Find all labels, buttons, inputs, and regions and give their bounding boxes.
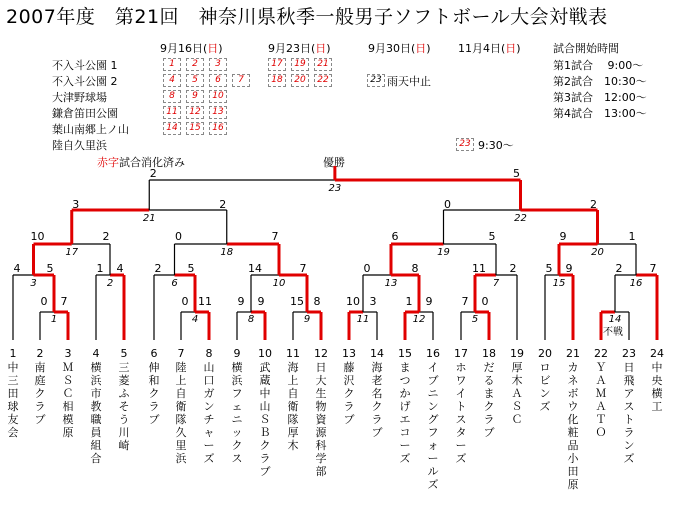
game-box: 23	[367, 74, 385, 87]
team-name: ロビンズ	[539, 361, 551, 413]
game-box: 13	[209, 106, 227, 119]
score: 3	[72, 198, 80, 211]
score: 8	[313, 295, 321, 308]
game-box: 8	[163, 90, 181, 103]
team-name: まつかげエコーズ	[399, 361, 411, 465]
team-10	[258, 347, 272, 478]
team-name: 日大生物資源科学部	[315, 361, 327, 478]
score: 2	[154, 262, 162, 275]
team-number: 14	[370, 347, 384, 360]
team-20	[538, 347, 552, 413]
game-number: 12	[412, 314, 426, 325]
score: 14	[248, 262, 262, 275]
score: 0	[481, 295, 489, 308]
team-12	[314, 347, 328, 478]
team-number: 17	[454, 347, 468, 360]
team-6	[147, 347, 161, 426]
game-number: 8	[247, 314, 255, 325]
score: 1	[96, 262, 104, 275]
team-name: 厚木ＡＳＣ	[511, 361, 523, 426]
team-name: 海上自衛隊厚木	[287, 361, 299, 452]
score: 7	[299, 262, 307, 275]
game-number: 17	[65, 247, 79, 258]
game-number: 7	[492, 278, 500, 289]
score: 0	[175, 230, 182, 243]
score: 0	[363, 262, 371, 275]
team-18	[482, 347, 496, 439]
score: 2	[149, 167, 157, 180]
team-23	[622, 347, 636, 465]
score: 2	[590, 198, 597, 211]
team-name: カネボウ化粧品小田原	[567, 361, 579, 491]
team-4	[89, 347, 103, 465]
date-header-2: 9月23日(日)	[268, 42, 331, 55]
team-3	[61, 347, 75, 439]
team-number: 23	[622, 347, 636, 360]
score: 9	[425, 295, 433, 308]
score: 0	[444, 198, 451, 211]
score: 2	[615, 262, 623, 275]
game-number: 18	[220, 247, 234, 258]
team-11	[286, 347, 300, 452]
venue-2: 不入斗公園 2	[52, 75, 118, 88]
team-number: 15	[398, 347, 412, 360]
game-box: 16	[209, 122, 227, 135]
team-name: 陸上自衛隊久里浜	[175, 361, 187, 465]
game-number: 15	[552, 278, 566, 289]
rain-note: 雨天中止	[387, 75, 431, 88]
game-box: 4	[163, 74, 181, 87]
page-title: 2007年度 第21回 神奈川県秋季一般男子ソフトボール大会対戦表	[6, 6, 608, 28]
game-box: 19	[291, 58, 309, 71]
team-number: 3	[64, 347, 72, 360]
team-number: 10	[258, 347, 272, 360]
game-number: 21	[142, 213, 156, 224]
date-header-4: 11月4日(日)	[458, 42, 521, 55]
bye-note: 不戦	[603, 327, 623, 338]
team-name: 日飛アストランズ	[623, 361, 635, 465]
team-19	[510, 347, 524, 426]
score: 0	[181, 295, 189, 308]
team-name: 武蔵中山ＳＢクラブ	[259, 361, 271, 478]
game-box: 15	[186, 122, 204, 135]
champion-label: 優勝	[323, 156, 345, 169]
team-name: 中三田球友会	[7, 361, 19, 439]
game-box: 9	[186, 90, 204, 103]
score: 9	[565, 262, 573, 275]
team-number: 2	[36, 347, 44, 360]
game-box: 1	[163, 58, 181, 71]
game-box: 3	[209, 58, 227, 71]
game-number: 1	[50, 314, 58, 325]
game-box: 22	[314, 74, 332, 87]
game-box: 18	[268, 74, 286, 87]
game-number: 2	[106, 278, 114, 289]
team-1	[6, 347, 20, 439]
game-number: 20	[591, 247, 604, 258]
team-number: 11	[286, 347, 300, 360]
game-box: 6	[209, 74, 227, 87]
team-name: 山口ガンチャーズ	[203, 361, 215, 465]
game-number: 11	[356, 314, 370, 325]
team-name: 三菱ふそう川崎	[118, 361, 130, 452]
game-box: 11	[163, 106, 181, 119]
venue-6: 陸自久里浜	[52, 139, 107, 152]
team-number: 6	[150, 347, 158, 360]
team-21	[566, 347, 580, 491]
date-header-1: 9月16日(日)	[160, 42, 223, 55]
legend: 赤字試合消化済み	[97, 156, 185, 169]
game-box: 5	[186, 74, 204, 87]
score: 7	[60, 295, 68, 308]
game-number: 22	[514, 213, 527, 224]
game-number: 19	[437, 247, 450, 258]
game-box: 21	[314, 58, 332, 71]
team-number: 12	[314, 347, 328, 360]
team-number: 21	[566, 347, 580, 360]
schedule-2: 第2試合 10:30～	[553, 75, 647, 88]
venue-4: 鎌倉笛田公園	[52, 107, 118, 120]
game-number: 9	[303, 314, 311, 325]
team-name: 伸和クラブ	[148, 361, 160, 426]
score: 7	[461, 295, 469, 308]
score: 2	[102, 230, 110, 243]
game-number: 16	[629, 278, 643, 289]
game-number: 23	[328, 183, 342, 194]
team-22	[594, 347, 608, 439]
team-name: ホワイトスターズ	[455, 361, 467, 465]
team-name: だるまクラブ	[483, 361, 495, 439]
game-number: 3	[30, 278, 37, 289]
score: 4	[116, 262, 124, 275]
schedule-3: 第3試合 12:00～	[553, 91, 647, 104]
team-16	[426, 347, 440, 491]
team-17	[454, 347, 468, 465]
team-5	[117, 347, 131, 452]
score: 11	[472, 262, 486, 275]
date-header-3: 9月30日(日)	[368, 42, 431, 55]
team-number: 24	[650, 347, 664, 360]
venue-5: 葉山南郷上ノ山	[52, 123, 129, 136]
team-number: 22	[594, 347, 608, 360]
score: 5	[513, 167, 520, 180]
game-box: 12	[186, 106, 204, 119]
team-number: 1	[9, 347, 17, 360]
team-24	[650, 347, 664, 413]
game-number: 4	[191, 314, 199, 325]
game-box: 14	[163, 122, 181, 135]
score: 9	[237, 295, 245, 308]
game-number: 13	[384, 278, 398, 289]
score: 5	[46, 262, 54, 275]
team-name: ＭＳＣ相模原	[62, 361, 74, 439]
game-number: 14	[608, 314, 622, 325]
team-number: 9	[233, 347, 241, 360]
game-box: 10	[209, 90, 227, 103]
score: 3	[369, 295, 377, 308]
team-number: 16	[426, 347, 440, 360]
game-number: 5	[471, 314, 479, 325]
score: 6	[391, 230, 399, 243]
score: 5	[187, 262, 195, 275]
team-number: 7	[177, 347, 185, 360]
team-name: 横浜フェニックス	[231, 361, 243, 465]
team-name: ＹＡＭＡＴＯ	[595, 361, 607, 439]
score: 0	[40, 295, 48, 308]
venue-1: 不入斗公園 1	[52, 59, 118, 72]
score: 4	[13, 262, 21, 275]
score: 2	[219, 198, 227, 211]
team-name: 海老名クラブ	[371, 361, 383, 439]
team-14	[370, 347, 384, 439]
score: 9	[257, 295, 265, 308]
team-2	[33, 347, 47, 426]
score: 10	[30, 230, 45, 243]
score: 5	[488, 230, 496, 243]
score: 9	[559, 230, 567, 243]
game-number: 10	[272, 278, 286, 289]
team-15	[398, 347, 412, 465]
score: 7	[271, 230, 279, 243]
schedule-1: 第1試合 9:00～	[553, 59, 644, 72]
team-name: 横浜市教職員組合	[90, 361, 102, 465]
score: 7	[649, 262, 657, 275]
team-name: 藤沢クラブ	[343, 361, 355, 426]
team-7	[174, 347, 188, 465]
score: 15	[290, 295, 304, 308]
game-box: 20	[291, 74, 309, 87]
score: 1	[628, 230, 636, 243]
score: 10	[346, 295, 360, 308]
schedule-4: 第4試合 13:00～	[553, 107, 647, 120]
team-number: 5	[120, 347, 128, 360]
schedule-title: 試合開始時間	[553, 42, 619, 55]
team-number: 20	[538, 347, 552, 360]
team-number: 13	[342, 347, 356, 360]
team-13	[342, 347, 356, 426]
team-8	[202, 347, 216, 465]
team-name: 中央横工	[651, 361, 663, 413]
score: 11	[198, 295, 212, 308]
team-9	[230, 347, 244, 465]
game-box: 23	[456, 138, 474, 151]
team-number: 19	[510, 347, 524, 360]
game-box: 7	[232, 74, 250, 87]
team-name: 南庭クラブ	[34, 361, 46, 426]
team-number: 4	[92, 347, 100, 360]
score: 2	[509, 262, 517, 275]
team-name: イブニングフォールズ	[427, 361, 439, 491]
score: 8	[411, 262, 419, 275]
kuri-time: 9:30～	[478, 139, 514, 152]
team-number: 18	[482, 347, 496, 360]
team-number: 8	[205, 347, 213, 360]
venue-3: 大津野球場	[52, 91, 107, 104]
score: 5	[545, 262, 553, 275]
game-box: 2	[186, 58, 204, 71]
game-box: 17	[268, 58, 286, 71]
game-number: 6	[171, 278, 178, 289]
score: 1	[405, 295, 413, 308]
